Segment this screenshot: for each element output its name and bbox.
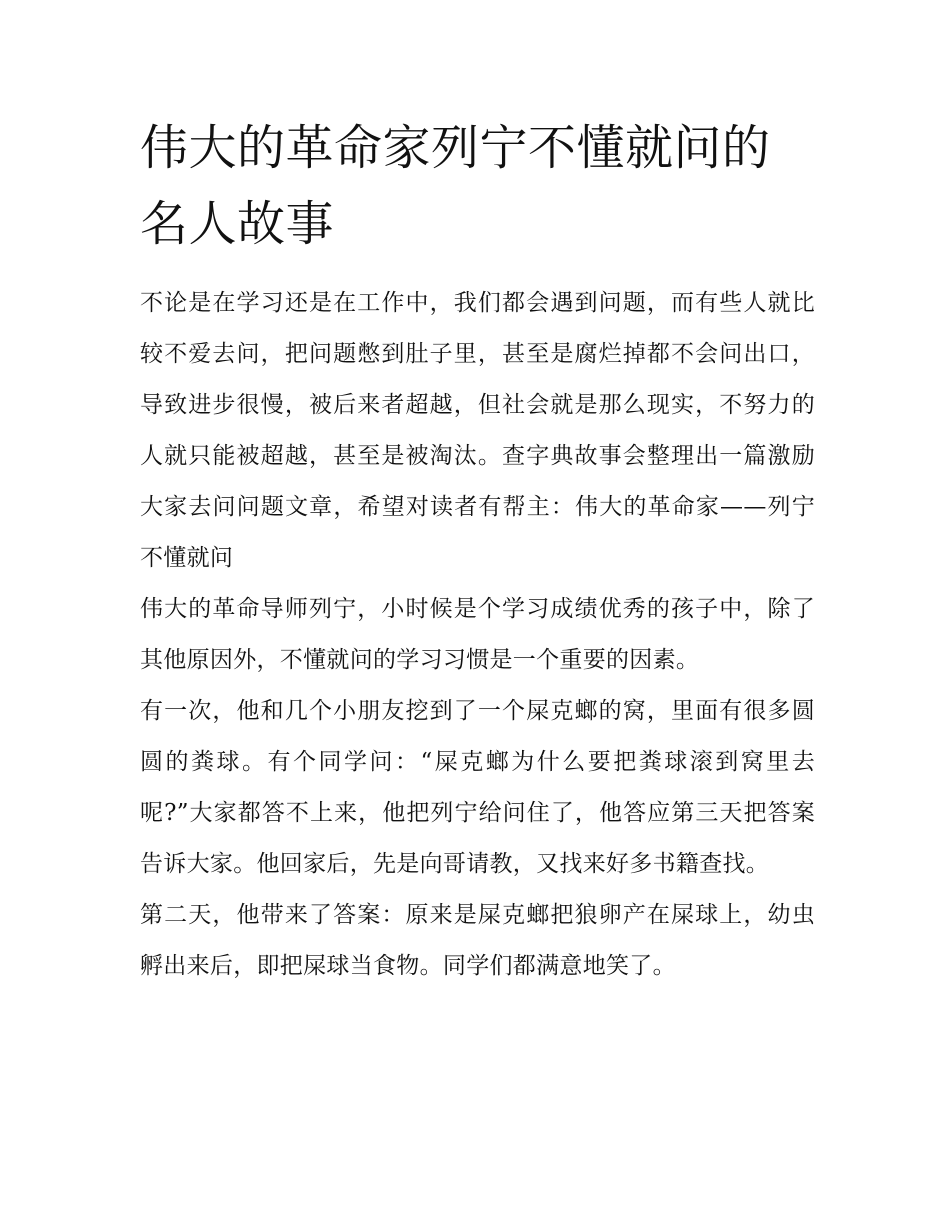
document-title: 伟大的革命家列宁不懂就问的名人故事 <box>140 120 771 252</box>
document-body <box>140 110 815 992</box>
paragraph-intro: 不论是在学习还是在工作中，我们都会遇到问题，而有些人就比较不爱去问，把问题憋到肚子里，甚至是腐烂掉都不会问出口，导致进步很慢，被后来者超越，但社会就是那么现实，不努力的人就只能被超越，甚至是被淘汰。查字典故事会整理出一篇激励大家去问问题文章，希望对读者有帮主：伟大的革命家——列宁不懂就问 <box>140 290 815 571</box>
paragraph-dung-beetle-question: 有一次，他和几个小朋友挖到了一个屎克螂的窝，里面有很多圆圆的粪球。有个同学问：“屎克螂为什么要把粪球滚到窝里去呢?”大家都答不上来，他把列宁给问住了，他答应第三天把答案告诉大家。他回家后，先是向哥请教，又找来好多书籍查找。 <box>140 698 815 877</box>
paragraph-answer: 第二天，他带来了答案：原来是屎克螂把狼卵产在屎球上，幼虫孵出来后，即把屎球当食物。同学们都满意地笑了。 <box>140 902 815 979</box>
paragraph-lenin-childhood: 伟大的革命导师列宁，小时候是个学习成绩优秀的孩子中，除了其他原因外，不懂就问的学习习惯是一个重要的因素。 <box>140 596 815 673</box>
